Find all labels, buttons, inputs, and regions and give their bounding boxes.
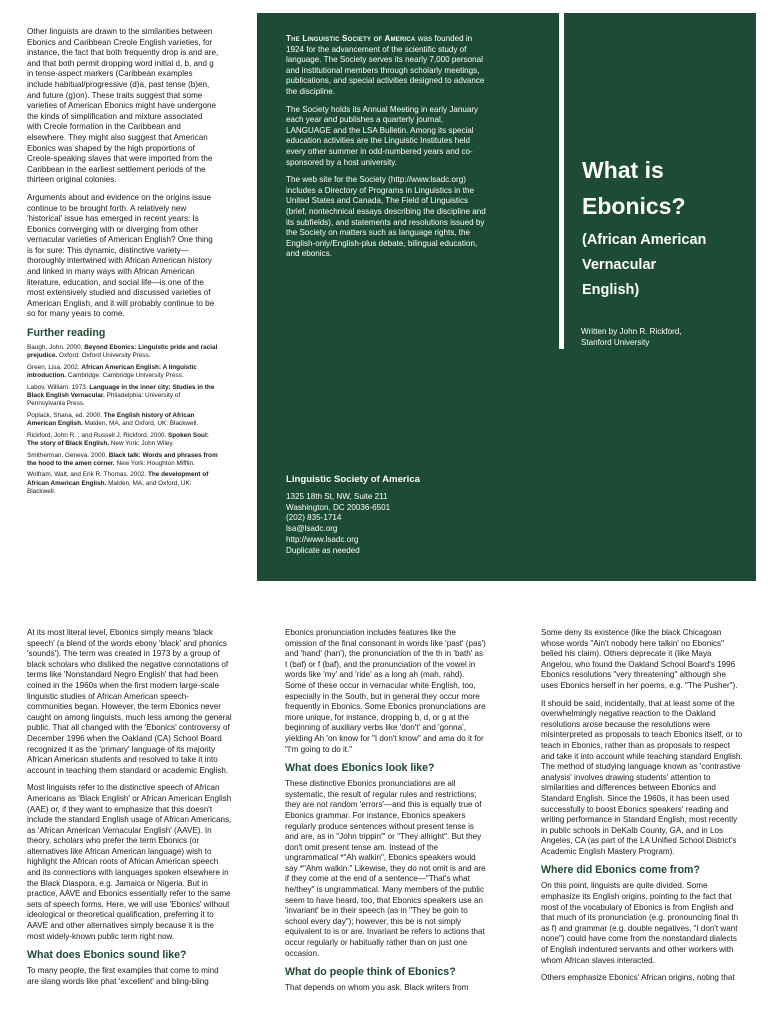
- origins-paragraph-2: Arguments about and evidence on the origins issue continue to be brought forth. A relatively new 'historical' issue has emerged in recent years: Is Ebonics converging with or diverging from other vernacular varieties of American English? One thing is for sure: This dynamic, distinctive variety—thoroughly intertwined with African American history and linked in many ways with African American literature, education, and social life—is one of the most extensively studied and discussed varieties of American English, and it will probably continue to be so for many years to come.: [27, 192, 215, 319]
- denial-paragraph: Some deny its existence (like the black Chicagoan whose words "Ain't nobody here talkin' no Ebonics" belied his claim). Others deprecate it (like Maya Angelou, who found the Oakland School Board's 1996 Ebonics resolutions "very threatening" although she uses Ebonics herself in her poems, e.g. "The Pusher").: [541, 628, 738, 690]
- subtitle-line-1: (African American: [582, 232, 707, 248]
- reference-item: Rickford, John R. , and Russell J. Rickford. 2000. Spoken Soul: The story of Black English. New York: John Wiley.: [27, 431, 209, 448]
- reference-item: Labov, William. 1973. Language in the inner city: Studies in the Black English Vernacular. Philadelphia: University of Pennsylvania Press.: [27, 383, 215, 408]
- contact-phone: (202) 835-1714: [286, 513, 342, 523]
- pronunciation-paragraph: Ebonics pronunciation includes features like the omission of the final consonant in words like 'past' (pas') and 'hand' (han'), the pronunciation of the th in 'bath' as t (baf) or f (baf), and the pronunciation of the vowel in words like 'my' and 'ride' as a long ah (mah, rahd). Some of these occur in vernacular white English, too, especially in the South, but in general they occur more frequently in Ebonics. Some Ebonics pronunciations are more unique, for instance, dropping b, d, or g at the beginning of auxiliary verbs like 'don't' and 'gonna', yielding Ah 'on know for "I don't know" and ama do it for "I'm going to do it.": [285, 628, 486, 754]
- contact-address-2: Washington, DC 20036-6501: [286, 502, 391, 512]
- opinion-paragraph: That depends on whom you ask. Black writers from: [285, 983, 469, 993]
- society-paragraph-3: The web site for the Society (http://www.lsadc.org) includes a Directory of Programs in Linguistics in the United States and Canada, The Field of Linguistics (brief, nontechnical essays describing the discipline and its subfields), and statements and resolutions issued by the Society on matters such as language rights, the English-only/English-plus debate, bilingual education, and ebonics.: [286, 175, 486, 259]
- further-reading-heading: Further reading: [27, 327, 106, 340]
- cover-title: [582, 152, 752, 303]
- reference-item: Baugh, John. 2000. Beyond Ebonics: Linguistic pride and racial prejudice. Oxford: Oxford University Press.: [27, 344, 218, 360]
- african-origin-paragraph: Others emphasize Ebonics' African origins, noting that: [541, 973, 735, 983]
- left-top-column: [27, 27, 219, 500]
- contact-website[interactable]: http://www.lsadc.org: [286, 534, 359, 544]
- definition-paragraph: At its most literal level, Ebonics simply means 'black speech' (a blend of the words ebony 'black' and phonics 'sounds'). The term was created in 1973 by a group of black scholars who disliked the negative connotations of terms like 'Nonstandard Negro English' that had been coined in the 1960s when the first modern large-scale linguistic studies of African American speech-communities began. However, the term Ebonics never caught on among linguists, much less among the general public. That all changed with the 'Ebonics' controversy of December 1996 when the Oakland (CA) School Board recognized it as the 'primary' language of its majority African American students and resolved to take it into account in teaching them standard or academic English.: [27, 628, 232, 775]
- reference-item: Wolfram, Walt, and Erik R. Thomas. 2002. The development of African American English. Malden, MA, and Oxford, UK: Blackwell.: [27, 471, 209, 496]
- contact-block: [286, 475, 420, 557]
- title-line-1: What is: [582, 157, 664, 183]
- look-heading: What does Ebonics look like?: [285, 762, 435, 775]
- panel-divider: [559, 13, 564, 349]
- reference-list: [27, 344, 219, 497]
- society-paragraph-1: The Linguistic Society of America was founded in 1924 for the advancement of the scientific study of language. The Society serves its nearly 7,000 personal and institutional members through scholarly meetings, publications, and special activities designed to advance the discipline.: [286, 34, 485, 96]
- grammar-paragraph: These distinctive Ebonics pronunciations are all systematic, the result of regular rules and restrictions; they are not random 'errors'—and this is equally true of Ebonics grammar. For instance, Ebonics speakers regularly produce sentences without present tense is and are, as in "John trippin'" or "They allright". But they don't omit present tense am. Instead of the ungrammatical *"Ah walkin", Ebonics speakers would say *"Ahm walkin." Likewise, they do not omit is and are if they come at the end of a sentence—"That's what he/they" is ungrammatical. Many members of the public seem to have heard, too, that Ebonics speakers use an 'invariant' be in their speech (as in "They be goin to school every day"); however, this be is not simply equivalent to is or are. Invariant be refers to actions that occur regularly or habitually rather than on just one occasion.: [285, 779, 486, 958]
- english-origin-paragraph: On this point, linguists are quite divided. Some emphasize its English origins, pointing to the fact that most of the vocabulary of Ebonics is from English and that much of its pronunciation (e.g. pronouncing final th as f) and grammar (e.g. double negatives, "I don't want none") could have come from the nonstandard dialects of English indentured servants and other workers with whom African slaves interacted.: [541, 881, 739, 965]
- duplicate-note: Duplicate as needed: [286, 545, 360, 555]
- subtitle-line-2: Vernacular: [582, 257, 657, 273]
- society-paragraph-2: The Society holds its Annual Meeting in early January each year and publishes a quarterly journal, LANGUAGE and the LSA Bulletin. Among its special education activities are the Linguistic Institutes held every other summer in odd-numbered years and co-sponsored by a host university.: [286, 104, 479, 167]
- oakland-paragraph: It should be said, incidentally, that at least some of the overwhelmingly negative reaction to the Oakland resolutions arose because the resolutions were misinterpreted as proposals to teach Ebonics itself, or to teach in Ebonics, rather than as proposals to respect and take it into account while teaching standard English. The method of studying language known as 'contrastive analysis' involves drawing students' attention to similarities and differences between Ebonics and Standard English. Since the 1960s, it has been used successfully to boost Ebonics speakers' reading and writing performance in Standard English, most recently in public schools in DeKalb County, GA, and in Los Angeles, CA (as part of the LA Unified School District's Academic English Mastery Program).: [541, 698, 743, 856]
- contact-address-1: 1325 18th St, NW, Suite 211: [286, 491, 388, 501]
- contact-email[interactable]: lsa@lsadc.org: [286, 524, 338, 534]
- bottom-column-1: [27, 628, 232, 994]
- society-name: The Linguistic Society of America: [286, 34, 416, 43]
- subtitle-line-3: English): [582, 282, 640, 298]
- reference-item: Smitherman, Geneva. 2000. Black talk: Words and phrases from the hood to the amen corner. New York: Houghton Mifflin.: [27, 451, 218, 467]
- reference-item: Poplack, Shana, ed. 2000. The English history of African American English. Malden, MA, and Oxford, UK: Blackwell.: [27, 411, 199, 428]
- bottom-column-3: [541, 628, 744, 991]
- author-byline: Written by John R. Rickford, Stanford University: [581, 327, 682, 347]
- society-description: [286, 34, 487, 267]
- title-line-2: Ebonics?: [582, 193, 686, 219]
- reference-item: Green, Lisa. 2002. African American English: A linguistic introduction. Cambridge: Cambridge University Press.: [27, 363, 197, 380]
- contact-org-name: Linguistic Society of America: [286, 474, 420, 485]
- opinion-heading: What do people think of Ebonics?: [285, 966, 456, 979]
- sound-heading: What does Ebonics sound like?: [27, 949, 187, 962]
- origins-paragraph-1: Other linguists are drawn to the similarities between Ebonics and Caribbean Creole English varieties, for instance, the fact that both frequently drop is and are, and that both permit dropping word initial d, b, and g in tense-aspect markers (Caribbean examples include habitual/progressive (d)a, past tense (b)en, and future (g)on). These traits suggest that some varieties of American Ebonics might have undergone the kinds of simplification and mixture associated with Creole formation in the Caribbean and elsewhere. They might also suggest that American Ebonics was shaped by the high proportions of Creole-speaking slaves that were imported from the Caribbean in the earliest settlement periods of the thirteen original colonies.: [27, 27, 219, 185]
- origin-heading: Where did Ebonics come from?: [541, 864, 700, 877]
- sound-paragraph: To many people, the first examples that come to mind are slang words like phat 'excellent' and bling-bling: [27, 966, 219, 986]
- bottom-column-2: [285, 628, 487, 1001]
- terminology-paragraph: Most linguists refer to the distinctive speech of African Americans as 'Black English' or African American English (AAE) or, if they want to emphasize that this doesn't include the standard English usage of African Americans, as 'African American Vernacular English' (AAVE). In theory, scholars who prefer the term Ebonics (or alternatives like African American language) wish to highlight the African roots of African American speech and its connections with languages spoken elsewhere in the Black Diaspora, e.g. Jamaica or Nigeria. But in practice, AAVE and Ebonics essentially refer to the same sets of speech forms. Here, we will use 'Ebonics' without ideological or theoretical qualification, preferring it to AAVE and other alternatives simply because it is the most widely-known public term right now.: [27, 783, 232, 941]
